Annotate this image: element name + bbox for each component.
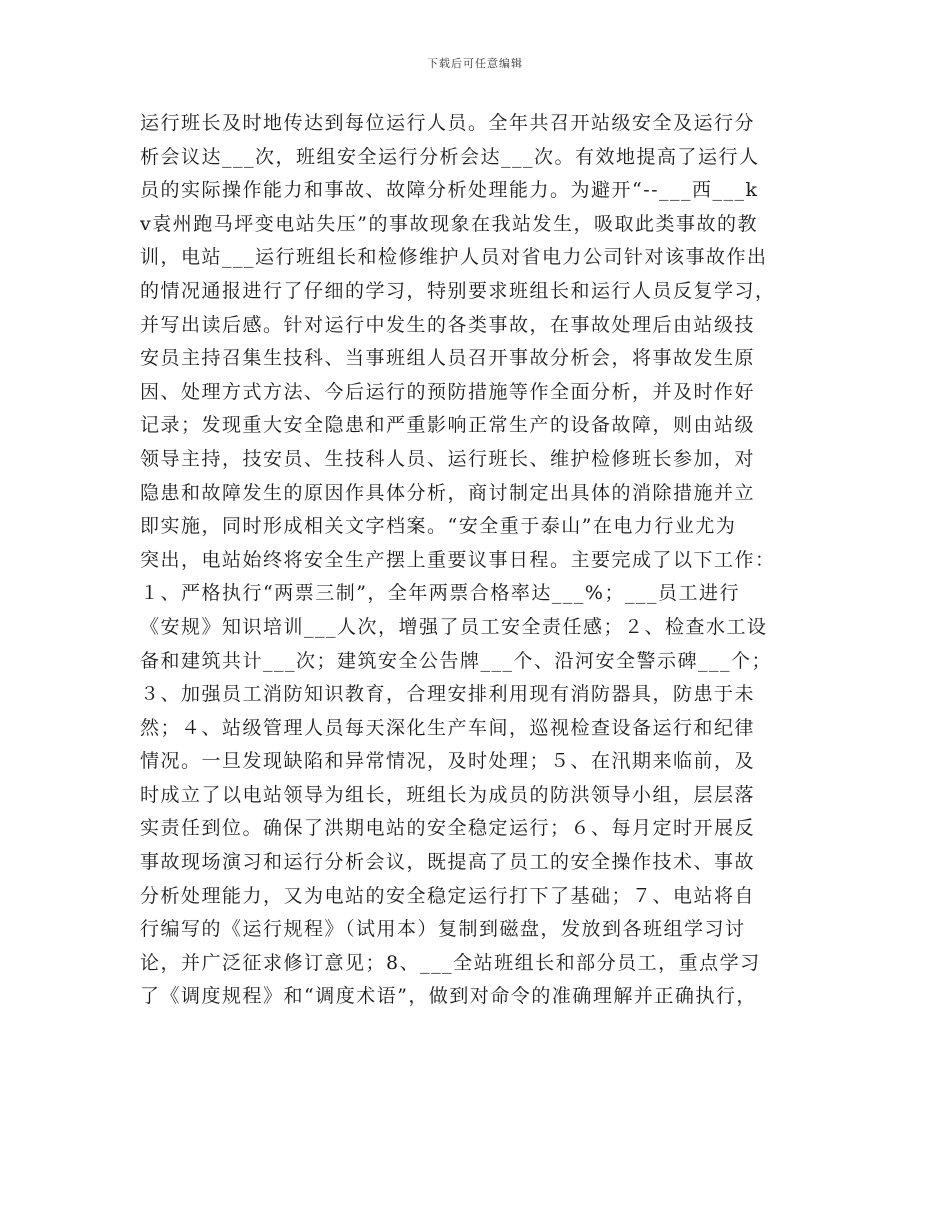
text-line: 训，电站___运行班组长和检修维护人员对省电力公司针对该事故作出 <box>140 246 768 269</box>
page-header: 下载后可任意编辑 <box>427 57 523 70</box>
text-line: 即实施，同时形成相关文字档案。“安全重于泰山”在电力行业尤为 <box>140 515 737 538</box>
text-line: 安员主持召集生技科、当事班组人员召开事故分析会，将事故发生原 <box>140 347 756 370</box>
text-line: 析会议达___次，班组安全运行分析会达___次。有效地提高了运行人 <box>140 145 760 168</box>
text-line: 实责任到位。确保了洪期电站的安全稳定运行；６、每月定时开展反 <box>140 817 756 840</box>
text-line: 突出，电站始终将安全生产摆上重要议事日程。主要完成了以下工作： <box>140 548 776 571</box>
text-line: 分析处理能力，又为电站的安全稳定运行打下了基础；７、电站将自 <box>140 884 756 907</box>
text-line: 的情况通报进行了仔细的学习，特别要求班组长和运行人员反复学习， <box>140 279 776 302</box>
text-line: 领导主持，技安员、生技科人员、运行班长、维护检修班长参加，对 <box>140 447 756 470</box>
text-line: v袁州跑马坪变电站失压”的事故现象在我站发生，吸取此类事故的教 <box>140 212 758 235</box>
text-line: 员的实际操作能力和事故、故障分析处理能力。为避开“--___西___k <box>140 179 759 202</box>
body-paragraph <box>140 107 840 1014</box>
text-line: 情况。一旦发现缺陷和异常情况，及时处理；５、在汛期来临前，及 <box>140 750 756 773</box>
text-line: 行编写的《运行规程》（试用本）复制到磁盘，发放到各班组学习讨 <box>140 918 746 941</box>
text-line: 事故现场演习和运行分析会议，既提高了员工的安全操作技术、事故 <box>140 851 756 874</box>
text-line: １、严格执行“两票三制”，全年两票合格率达___%；___员工进行 <box>140 582 740 605</box>
text-line: 记录；发现重大安全隐患和严重影响正常生产的设备故障，则由站级 <box>140 414 756 437</box>
text-line: 并写出读后感。针对运行中发生的各类事故，在事故处理后由站级技 <box>140 313 756 336</box>
text-line: 运行班长及时地传达到每位运行人员。全年共召开站级安全及运行分 <box>140 112 756 134</box>
text-line: ３、加强员工消防知识教育，合理安排利用现有消防器具，防患于未 <box>140 683 756 706</box>
text-line: 然；４、站级管理人员每天深化生产车间，巡视检查设备运行和纪律 <box>140 716 756 739</box>
text-line: 备和建筑共计___次；建筑安全公告牌___个、沿河安全警示碑___个； <box>140 649 773 672</box>
text-line: 《安规》知识培训___人次，增强了员工安全责任感；２、检查水工设 <box>140 615 768 638</box>
text-line: 因、处理方式方法、今后运行的预防措施等作全面分析，并及时作好 <box>140 380 756 403</box>
text-line: 隐患和故障发生的原因作具体分析，商讨制定出具体的消除措施并立 <box>140 481 756 504</box>
text-line: 了《调度规程》和“调度术语”，做到对命令的准确理解并正确执行， <box>140 985 757 1008</box>
text-line: 论，并广泛征求修订意见；8、___全站班组长和部分员工，重点学习 <box>140 951 761 974</box>
text-line: 时成立了以电站领导为组长，班组长为成员的防洪领导小组，层层落 <box>140 783 756 806</box>
